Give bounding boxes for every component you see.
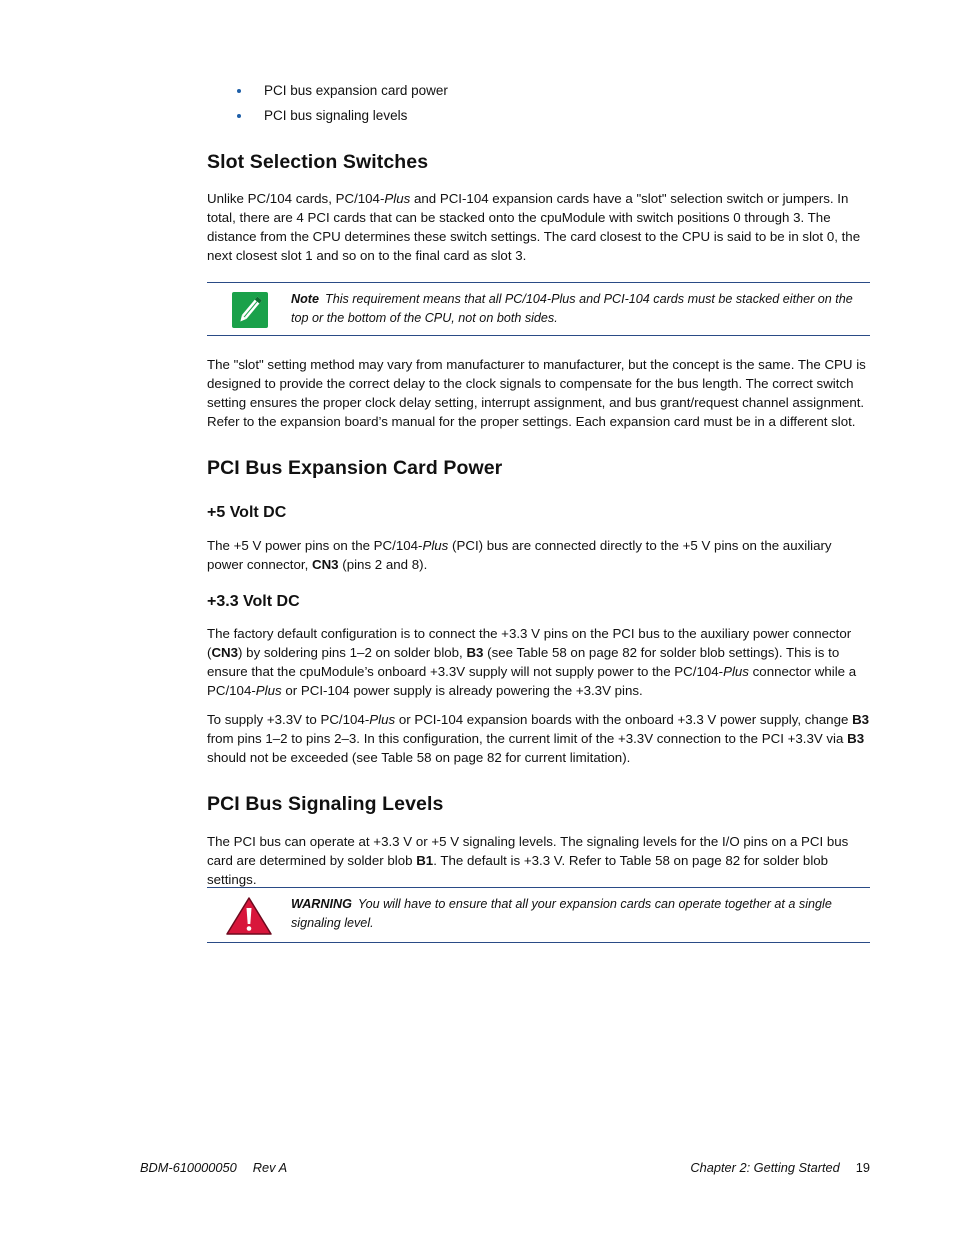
- slot-paragraph-2: The "slot" setting method may vary from manufacturer to manufacturer, but the concept is the same. The CPU is designed to provide the correct delay to the clock signals to compensate for the bus length. The correct switch setting ensures the proper clock delay setting, interrupt assignment, and bus grant/request channel assignment. Refer to the expansion board’s manual for the proper settings. Each expansion card must be in a different slot.: [207, 357, 866, 429]
- warning-callout: [207, 887, 870, 943]
- bullet-item: PCI bus expansion card power: [236, 78, 448, 103]
- heading-5-volt: +5 Volt DC: [207, 504, 287, 521]
- slot-paragraph-1: Unlike PC/104 cards, PC/104-Plus and PCI-104 expansion cards have a "slot" selection switch or jumpers. In total, there are 4 PCI cards that can be stacked onto the cpuModule with switch positions 0 through 3. The distance from the CPU determines these switch settings. The card closest to the CPU is said to be in slot 0, the next closest slot 1 and so on to the final card as slot 3.: [207, 191, 861, 263]
- three-volt-paragraph-2: To supply +3.3V to PC/104-Plus or PCI-104 expansion boards with the onboard +3.3 V power supply, change B3 from pins 1–2 to pins 2–3. In this configuration, the current limit of the +3.3V connection to the PCI +3.3V via B3 should not be exceeded (see Table 58 on page 82 for current limitation).: [207, 712, 870, 765]
- signaling-paragraph: The PCI bus can operate at +3.3 V or +5 V signaling levels. The signaling levels for the I/O pins on a PCI bus card are determined by solder blob B1. The default is +3.3 V. Refer to Table 58 on page 82 for solder blob settings.: [207, 834, 849, 887]
- bullet-item: PCI bus signaling levels: [236, 103, 448, 128]
- footer-chapter: Chapter 2: Getting Started 19: [690, 1160, 870, 1175]
- heading-card-power: PCI Bus Expansion Card Power: [207, 457, 503, 479]
- note-callout: [207, 282, 870, 336]
- three-volt-paragraph-1: The factory default configuration is to connect the +3.3 V pins on the PCI bus to the auxiliary power connector (CN3) by soldering pins 1–2 on solder blob, B3 (see Table 58 on page 82 for solder blob settings). This is to ensure that the cpuModule’s onboard +3.3V supply will not supply power to the PC/104-Plus connector while a PC/104-Plus or PCI-104 power supply is already powering the +3.3V pins.: [207, 626, 857, 698]
- bullet-list: [236, 78, 448, 128]
- note-pencil-icon: [232, 292, 268, 333]
- heading-signaling-levels: PCI Bus Signaling Levels: [207, 793, 444, 815]
- five-volt-paragraph: The +5 V power pins on the PC/104-Plus (PCI) bus are connected directly to the +5 V pins on the auxiliary power connector, CN3 (pins 2 and 8).: [207, 538, 832, 572]
- page-number: 19: [855, 1160, 870, 1175]
- footer-doc-id: BDM-610000050 Rev A: [140, 1160, 288, 1175]
- warning-triangle-icon: [225, 896, 273, 941]
- heading-slot-selection: Slot Selection Switches: [207, 151, 429, 173]
- warning-text: WARNING You will have to ensure that all your expansion cards can operate together at a single signaling level.: [291, 897, 832, 930]
- footer-revision: Rev A: [252, 1160, 288, 1175]
- heading-3-3-volt: +3.3 Volt DC: [207, 593, 300, 610]
- note-text: Note This requirement means that all PC/104-Plus and PCI-104 cards must be stacked either on the top or the bottom of the CPU, not on both sides.: [291, 292, 853, 325]
